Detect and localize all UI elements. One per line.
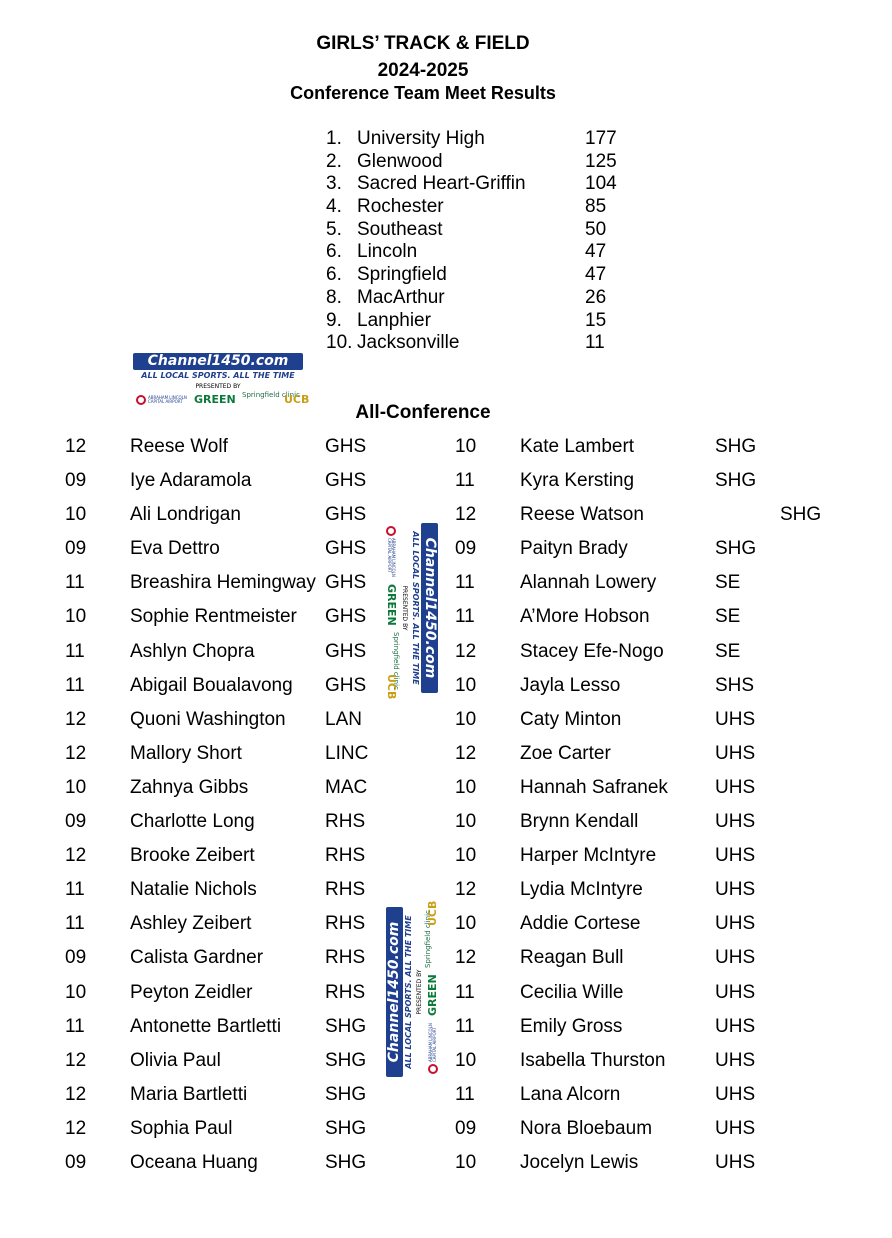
athlete-school: GHS xyxy=(325,538,367,560)
athlete-grade: 09 xyxy=(455,538,477,560)
airport-logo: ABRAHAM LINCOLN CAPITAL AIRPORT xyxy=(136,395,188,405)
athlete-school: SHG xyxy=(325,1049,367,1071)
roster-row xyxy=(0,839,892,873)
athlete-grade: 12 xyxy=(65,1083,87,1105)
athlete-grade: 09 xyxy=(65,947,87,969)
team-points: 15 xyxy=(585,309,607,331)
springfield-clinic-logo: Springfield clinic xyxy=(392,632,400,690)
athlete-school: GHS xyxy=(325,674,367,696)
athlete-name: Antonette Bartletti xyxy=(130,1015,282,1037)
athlete-name: Quoni Washington xyxy=(130,708,286,730)
athlete-grade: 11 xyxy=(65,913,85,935)
team-name: Glenwood xyxy=(357,150,443,172)
roster-row xyxy=(0,1112,892,1146)
standings-row xyxy=(326,241,646,264)
athlete-name: Brooke Zeibert xyxy=(130,845,255,867)
athlete-name: Sophia Paul xyxy=(130,1117,233,1139)
team-rank: 1. xyxy=(326,128,342,149)
athlete-grade: 12 xyxy=(65,436,87,457)
athlete-grade: 11 xyxy=(65,1015,85,1037)
athlete-name: Nora Bloebaum xyxy=(520,1117,653,1139)
athlete-school: SHG xyxy=(325,1117,367,1139)
roster-row xyxy=(0,941,892,975)
ucb-logo: UCB xyxy=(284,393,310,406)
athlete-grade: 10 xyxy=(455,436,477,457)
athlete-school: SHG xyxy=(715,436,757,457)
roster-row xyxy=(0,430,892,464)
athlete-name: Peyton Zeidler xyxy=(130,981,253,1003)
team-rank: 4. xyxy=(326,196,342,218)
team-rank: 6. xyxy=(326,241,342,263)
athlete-name: Kyra Kersting xyxy=(520,470,635,492)
athlete-grade: 10 xyxy=(65,504,87,526)
athlete-school: GHS xyxy=(325,436,367,457)
athlete-grade: 10 xyxy=(455,1151,477,1173)
athlete-grade: 10 xyxy=(455,776,477,798)
athlete-school: SHG xyxy=(780,504,822,526)
athlete-grade: 10 xyxy=(455,811,477,833)
athlete-grade: 11 xyxy=(455,572,475,594)
athlete-school: UHS xyxy=(715,947,756,969)
athlete-school: UHS xyxy=(715,1117,756,1139)
athlete-name: Brynn Kendall xyxy=(520,811,639,833)
standings-row xyxy=(326,196,646,219)
athlete-name: Emily Gross xyxy=(520,1015,623,1037)
title-meet: Conference Team Meet Results xyxy=(290,83,556,103)
standings-row xyxy=(326,264,646,287)
athlete-school: GHS xyxy=(325,504,367,526)
athlete-grade: 09 xyxy=(65,811,87,833)
athlete-school: SE xyxy=(715,640,741,662)
title-sport: GIRLS’ TRACK & FIELD xyxy=(316,33,530,54)
athlete-name: Ashley Zeibert xyxy=(130,913,252,935)
athlete-school: SHG xyxy=(325,1083,367,1105)
airport-swirl-icon xyxy=(386,526,396,536)
athlete-grade: 11 xyxy=(455,470,475,492)
athlete-name: Reagan Bull xyxy=(520,947,624,969)
team-points: 26 xyxy=(585,286,607,308)
team-rank: 10. xyxy=(326,332,353,354)
athlete-school: RHS xyxy=(325,879,366,901)
team-points: 47 xyxy=(585,241,607,263)
channel1450-logo-vertical xyxy=(382,520,438,700)
team-rank: 9. xyxy=(326,309,342,331)
athlete-name: Breashira Hemingway xyxy=(130,572,316,594)
athlete-name: Natalie Nichols xyxy=(130,879,257,901)
roster-row xyxy=(0,976,892,1010)
athlete-name: Iye Adaramola xyxy=(130,470,252,492)
athlete-school: RHS xyxy=(325,845,366,867)
team-rank: 5. xyxy=(326,218,342,240)
channel1450-logo xyxy=(130,353,310,409)
athlete-grade: 10 xyxy=(455,913,477,935)
athlete-grade: 12 xyxy=(65,1117,87,1139)
athlete-grade: 12 xyxy=(65,742,87,764)
roster-row xyxy=(0,669,892,703)
athlete-school: SHG xyxy=(325,1151,367,1173)
athlete-school: GHS xyxy=(325,640,367,662)
athlete-name: Paityn Brady xyxy=(520,538,628,560)
green-logo: GREEN xyxy=(426,974,439,1016)
standings-row xyxy=(326,151,646,174)
athlete-grade: 11 xyxy=(65,674,85,696)
athlete-name: Caty Minton xyxy=(520,708,622,730)
title-season: 2024-2025 xyxy=(377,60,469,81)
athlete-school: UHS xyxy=(715,1151,756,1173)
athlete-school: SE xyxy=(715,572,741,594)
athlete-grade: 10 xyxy=(65,606,87,628)
athlete-grade: 11 xyxy=(65,640,85,662)
team-points: 125 xyxy=(585,150,617,172)
athlete-school: RHS xyxy=(325,947,366,969)
athlete-grade: 11 xyxy=(455,981,475,1003)
athlete-name: Alannah Lowery xyxy=(520,572,657,594)
team-points: 177 xyxy=(585,128,617,149)
athlete-name: Kate Lambert xyxy=(520,436,635,457)
athlete-name: Stacey Efe-Nogo xyxy=(520,640,664,662)
logo-presented-by: PRESENTED BY xyxy=(416,969,423,1015)
athlete-school: GHS xyxy=(325,470,367,492)
athlete-school: LAN xyxy=(325,708,362,730)
team-rank: 6. xyxy=(326,264,342,286)
athlete-school: SE xyxy=(715,606,741,628)
athlete-name: Cecilia Wille xyxy=(520,981,624,1003)
standings-row xyxy=(326,310,646,333)
athlete-school: RHS xyxy=(325,913,366,935)
athlete-school: UHS xyxy=(715,1083,756,1105)
athlete-grade: 10 xyxy=(455,674,477,696)
team-name: Springfield xyxy=(357,264,447,286)
athlete-grade: 10 xyxy=(455,1049,477,1071)
standings-row xyxy=(326,173,646,196)
athlete-name: Jayla Lesso xyxy=(520,674,621,696)
athlete-name: Charlotte Long xyxy=(130,811,255,833)
roster-row xyxy=(0,1146,892,1180)
athlete-grade: 12 xyxy=(455,947,477,969)
athlete-name: Reese Watson xyxy=(520,504,644,526)
athlete-grade: 12 xyxy=(65,1049,87,1071)
athlete-name: Hannah Safranek xyxy=(520,776,668,798)
athlete-grade: 12 xyxy=(455,504,477,526)
logo-tagline: ALL LOCAL SPORTS. ALL THE TIME xyxy=(404,915,413,1069)
team-points: 47 xyxy=(585,264,607,286)
team-name: University High xyxy=(357,128,485,149)
all-conference-heading: All-Conference xyxy=(355,402,491,423)
airport-logo: ABRAHAM LINCOLN CAPITAL AIRPORT xyxy=(386,526,396,578)
athlete-name: Sophie Rentmeister xyxy=(130,606,297,628)
channel1450-logo-vertical-2 xyxy=(386,900,442,1080)
athlete-grade: 11 xyxy=(455,1083,475,1105)
roster-row xyxy=(0,1010,892,1044)
athlete-name: Lydia McIntyre xyxy=(520,879,643,901)
athlete-school: SHG xyxy=(715,470,757,492)
team-points: 85 xyxy=(585,196,607,218)
athlete-name: Reese Wolf xyxy=(130,436,228,457)
athlete-grade: 10 xyxy=(65,981,87,1003)
roster-row xyxy=(0,737,892,771)
athlete-grade: 10 xyxy=(455,708,477,730)
team-points: 104 xyxy=(585,173,617,195)
airport-swirl-icon xyxy=(428,1064,438,1074)
standings-row xyxy=(326,287,646,310)
athlete-name: Jocelyn Lewis xyxy=(520,1151,639,1173)
team-rank: 8. xyxy=(326,286,342,308)
roster-row xyxy=(0,600,892,634)
springfield-clinic-logo: Springfield clinic xyxy=(424,910,432,968)
athlete-grade: 09 xyxy=(455,1117,477,1139)
athlete-grade: 11 xyxy=(65,879,85,901)
athlete-school: RHS xyxy=(325,811,366,833)
team-name: Southeast xyxy=(357,218,443,240)
athlete-grade: 12 xyxy=(65,845,87,867)
roster-row xyxy=(0,1078,892,1112)
roster-row xyxy=(0,498,892,532)
athlete-grade: 09 xyxy=(65,470,87,492)
athlete-name: Calista Gardner xyxy=(130,947,264,969)
athlete-grade: 11 xyxy=(455,606,475,628)
athlete-school: GHS xyxy=(325,606,367,628)
athlete-name: Harper McIntyre xyxy=(520,845,657,867)
athlete-name: Zahnya Gibbs xyxy=(130,776,249,798)
team-name: Jacksonville xyxy=(357,332,460,354)
athlete-name: Zoe Carter xyxy=(520,742,611,764)
team-name: Lanphier xyxy=(357,309,431,331)
athlete-name: Ashlyn Chopra xyxy=(130,640,255,662)
athlete-school: GHS xyxy=(325,572,367,594)
team-rank: 3. xyxy=(326,173,342,195)
logo-sponsors xyxy=(382,524,400,700)
athlete-name: Olivia Paul xyxy=(130,1049,221,1071)
athlete-name: Lana Alcorn xyxy=(520,1083,621,1105)
roster-row xyxy=(0,464,892,498)
team-name: Lincoln xyxy=(357,241,418,263)
athlete-grade: 09 xyxy=(65,1151,87,1173)
team-name: Sacred Heart-Griffin xyxy=(357,173,526,195)
athlete-grade: 12 xyxy=(65,708,87,730)
athlete-name: Eva Dettro xyxy=(130,538,220,560)
athlete-school: UHS xyxy=(715,1015,756,1037)
athlete-grade: 11 xyxy=(65,572,85,594)
logo-sponsors xyxy=(424,900,442,1076)
athlete-school: UHS xyxy=(715,708,756,730)
ucb-logo: UCB xyxy=(385,674,398,700)
logo-tagline: ALL LOCAL SPORTS. ALL THE TIME xyxy=(141,371,295,380)
team-standings xyxy=(326,128,646,355)
team-rank: 2. xyxy=(326,150,342,172)
roster-row xyxy=(0,566,892,600)
roster-row xyxy=(0,907,892,941)
athlete-grade: 12 xyxy=(455,742,477,764)
athlete-grade: 10 xyxy=(65,776,87,798)
team-points: 11 xyxy=(585,332,605,354)
all-conference-roster xyxy=(0,430,892,1180)
logo-presented-by: PRESENTED BY xyxy=(401,585,408,631)
athlete-school: MAC xyxy=(325,776,368,798)
athlete-school: SHS xyxy=(715,674,755,696)
athlete-school: UHS xyxy=(715,1049,756,1071)
logo-brand: Channel1450.com xyxy=(133,353,303,370)
athlete-school: UHS xyxy=(715,776,756,798)
logo-presented-by: PRESENTED BY xyxy=(195,383,241,390)
athlete-school: UHS xyxy=(715,981,756,1003)
athlete-grade: 11 xyxy=(455,1015,475,1037)
athlete-name: Abigail Boualavong xyxy=(130,674,293,696)
athlete-grade: 10 xyxy=(455,845,477,867)
logo-tagline: ALL LOCAL SPORTS. ALL THE TIME xyxy=(411,531,420,685)
athlete-school: LINC xyxy=(325,742,369,764)
athlete-name: A’More Hobson xyxy=(520,606,650,628)
roster-row xyxy=(0,1044,892,1078)
green-logo: GREEN xyxy=(385,584,398,626)
roster-row xyxy=(0,703,892,737)
ucb-logo: UCB xyxy=(426,900,439,926)
roster-row xyxy=(0,873,892,907)
standings-row xyxy=(326,128,646,151)
athlete-name: Maria Bartletti xyxy=(130,1083,248,1105)
standings-row xyxy=(326,219,646,242)
green-logo: GREEN xyxy=(194,393,236,406)
team-points: 50 xyxy=(585,218,607,240)
roster-row xyxy=(0,532,892,566)
athlete-name: Ali Londrigan xyxy=(130,504,241,526)
athlete-school: UHS xyxy=(715,879,756,901)
standings-row xyxy=(326,332,646,355)
roster-row xyxy=(0,805,892,839)
logo-brand: Channel1450.com xyxy=(386,907,403,1077)
athlete-grade: 09 xyxy=(65,538,87,560)
athlete-school: UHS xyxy=(715,811,756,833)
team-name: MacArthur xyxy=(357,286,445,308)
athlete-grade: 12 xyxy=(455,640,477,662)
athlete-name: Oceana Huang xyxy=(130,1151,258,1173)
roster-row xyxy=(0,635,892,669)
athlete-name: Addie Cortese xyxy=(520,913,641,935)
athlete-school: SHG xyxy=(325,1015,367,1037)
athlete-school: UHS xyxy=(715,742,756,764)
athlete-school: RHS xyxy=(325,981,366,1003)
roster-row xyxy=(0,771,892,805)
springfield-clinic-logo: Springfield clinic xyxy=(242,391,300,399)
athlete-name: Isabella Thurston xyxy=(520,1049,666,1071)
logo-brand: Channel1450.com xyxy=(421,523,438,693)
athlete-name: Mallory Short xyxy=(130,742,242,764)
athlete-school: UHS xyxy=(715,913,756,935)
airport-logo: ABRAHAM LINCOLN CAPITAL AIRPORT xyxy=(428,1022,438,1074)
athlete-school: SHG xyxy=(715,538,757,560)
team-name: Rochester xyxy=(357,196,444,218)
athlete-grade: 12 xyxy=(455,879,477,901)
athlete-school: UHS xyxy=(715,845,756,867)
